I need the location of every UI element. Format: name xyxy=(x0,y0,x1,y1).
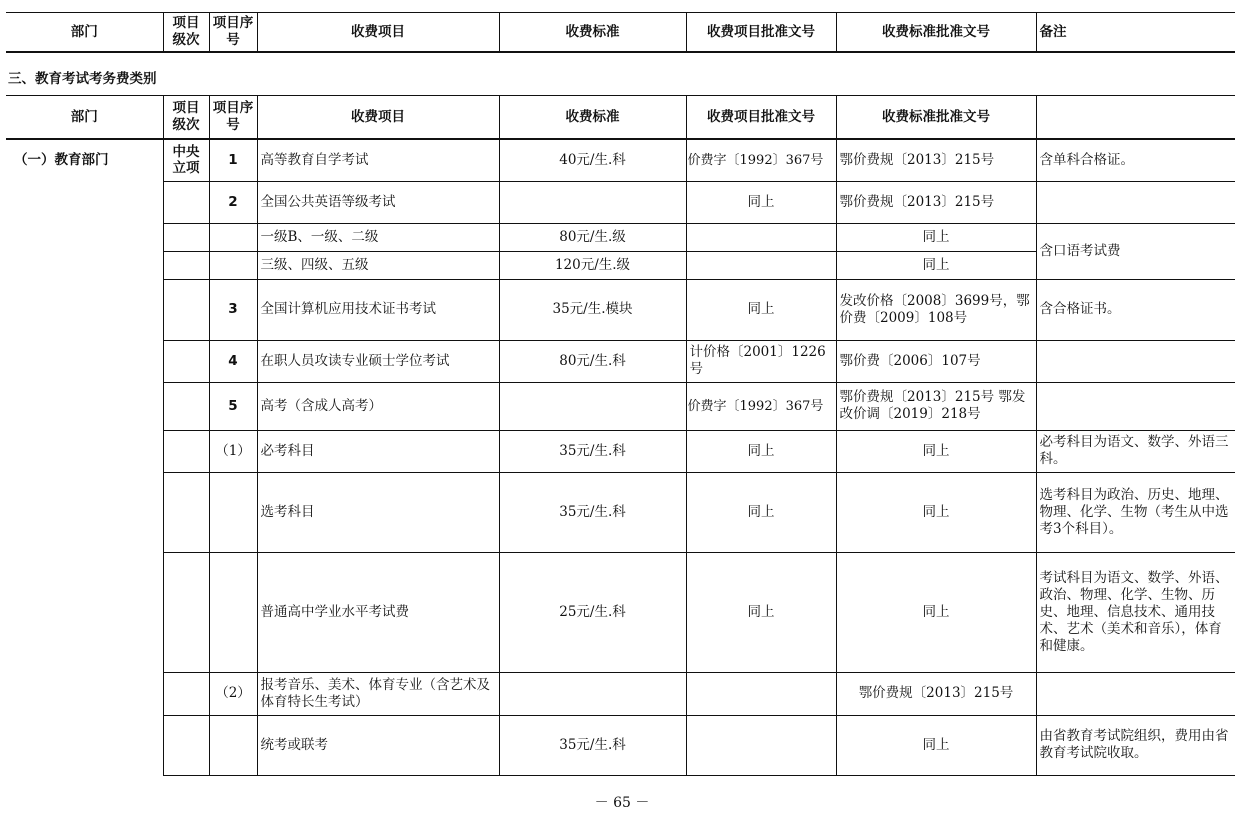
dept-empty xyxy=(6,715,163,775)
header-note xyxy=(1036,96,1235,140)
table-row xyxy=(6,382,1235,430)
table-header-row xyxy=(6,96,1235,140)
header-standard: 收费标准 xyxy=(499,13,686,53)
standard-cell: 35元/生.模块 xyxy=(499,279,686,340)
section-title: 三、教育考试考务费类别 xyxy=(8,71,157,87)
note-cell xyxy=(1036,382,1235,430)
seq-cell xyxy=(209,472,257,552)
item-cell: 三级、四级、五级 xyxy=(257,251,499,279)
item-cell: 高考（含成人高考） xyxy=(257,382,499,430)
table-row xyxy=(6,472,1235,552)
standard-doc-cell: 同上 xyxy=(836,251,1036,279)
seq-cell: （2） xyxy=(209,672,257,715)
level-cell xyxy=(163,472,209,552)
header-standard: 收费标准 xyxy=(499,96,686,140)
standard-cell: 25元/生.科 xyxy=(499,552,686,672)
header-note: 备注 xyxy=(1036,13,1235,53)
standard-cell: 80元/生.科 xyxy=(499,340,686,382)
item-doc-cell: 同上 xyxy=(686,472,836,552)
item-cell: 选考科目 xyxy=(257,472,499,552)
table-row xyxy=(6,552,1235,672)
item-cell: 统考或联考 xyxy=(257,715,499,775)
standard-cell: 80元/生.级 xyxy=(499,223,686,251)
level-cell xyxy=(163,715,209,775)
dept-empty xyxy=(6,223,163,251)
item-cell: 报考音乐、美术、体育专业（含艺术及体育特长生考试） xyxy=(257,672,499,715)
level-cell: 中央立项 xyxy=(163,139,209,181)
seq-cell xyxy=(209,251,257,279)
item-doc-cell: 价费字〔1992〕367号 xyxy=(686,139,836,181)
item-doc-cell: 同上 xyxy=(686,552,836,672)
dept-empty xyxy=(6,672,163,715)
seq-cell xyxy=(209,552,257,672)
header-item-doc: 收费项目批准文号 xyxy=(686,13,836,53)
level-cell xyxy=(163,672,209,715)
fee-table xyxy=(6,95,1235,776)
note-cell: 必考科目为语文、数学、外语三科。 xyxy=(1036,430,1235,472)
seq-cell: （1） xyxy=(209,430,257,472)
note-cell: 含单科合格证。 xyxy=(1036,139,1235,181)
table-row xyxy=(6,340,1235,382)
standard-cell xyxy=(499,672,686,715)
standard-doc-cell: 鄂价费规〔2013〕215号 xyxy=(836,672,1036,715)
header-dept: 部门 xyxy=(6,96,163,140)
standard-doc-cell: 同上 xyxy=(836,223,1036,251)
level-cell xyxy=(163,382,209,430)
header-dept: 部门 xyxy=(6,13,163,53)
standard-cell xyxy=(499,382,686,430)
level-cell xyxy=(163,251,209,279)
note-cell xyxy=(1036,672,1235,715)
item-doc-cell: 同上 xyxy=(686,181,836,223)
standard-doc-cell: 鄂价费规〔2013〕215号 xyxy=(836,139,1036,181)
table-row xyxy=(6,181,1235,223)
item-cell: 全国公共英语等级考试 xyxy=(257,181,499,223)
item-doc-cell xyxy=(686,672,836,715)
dept-empty xyxy=(6,279,163,340)
dept-empty xyxy=(6,340,163,382)
item-doc-cell xyxy=(686,223,836,251)
table-row xyxy=(6,672,1235,715)
note-cell: 含口语考试费 xyxy=(1036,223,1235,279)
note-cell xyxy=(1036,181,1235,223)
standard-cell: 40元/生.科 xyxy=(499,139,686,181)
seq-cell: 5 xyxy=(209,382,257,430)
item-cell: 全国计算机应用技术证书考试 xyxy=(257,279,499,340)
dept-empty xyxy=(6,251,163,279)
standard-doc-cell: 同上 xyxy=(836,430,1036,472)
item-cell: 在职人员攻读专业硕士学位考试 xyxy=(257,340,499,382)
standard-doc-cell: 同上 xyxy=(836,715,1036,775)
dept-empty xyxy=(6,181,163,223)
table-row xyxy=(6,139,1235,181)
item-doc-cell: 同上 xyxy=(686,430,836,472)
item-cell: 高等教育自学考试 xyxy=(257,139,499,181)
level-cell xyxy=(163,279,209,340)
standard-cell: 35元/生.科 xyxy=(499,472,686,552)
header-seq: 项目序号 xyxy=(209,96,257,140)
top-header-table xyxy=(6,12,1235,53)
note-cell: 含合格证书。 xyxy=(1036,279,1235,340)
item-doc-cell: 计价格〔2001〕1226号 xyxy=(686,340,836,382)
standard-doc-cell: 鄂价费规〔2013〕215号 鄂发改价调〔2019〕218号 xyxy=(836,382,1036,430)
note-cell xyxy=(1036,340,1235,382)
item-doc-cell: 价费字〔1992〕367号 xyxy=(686,382,836,430)
standard-doc-cell: 鄂价费规〔2013〕215号 xyxy=(836,181,1036,223)
note-cell: 选考科目为政治、历史、地理、物理、化学、生物（考生从中选考3个科目）。 xyxy=(1036,472,1235,552)
item-doc-cell xyxy=(686,251,836,279)
table-row xyxy=(6,430,1235,472)
level-cell xyxy=(163,552,209,672)
standard-cell: 120元/生.级 xyxy=(499,251,686,279)
table-row xyxy=(6,715,1235,775)
header-item-doc: 收费项目批准文号 xyxy=(686,96,836,140)
seq-cell xyxy=(209,223,257,251)
table-row xyxy=(6,279,1235,340)
header-item: 收费项目 xyxy=(257,96,499,140)
item-cell: 一级B、一级、二级 xyxy=(257,223,499,251)
seq-cell: 3 xyxy=(209,279,257,340)
seq-cell xyxy=(209,715,257,775)
standard-cell: 35元/生.科 xyxy=(499,430,686,472)
dept-empty xyxy=(6,430,163,472)
standard-cell xyxy=(499,181,686,223)
header-item: 收费项目 xyxy=(257,13,499,53)
seq-cell: 1 xyxy=(209,139,257,181)
standard-cell: 35元/生.科 xyxy=(499,715,686,775)
seq-cell: 4 xyxy=(209,340,257,382)
header-level: 项目级次 xyxy=(163,13,209,53)
header-standard-doc: 收费标准批准文号 xyxy=(836,96,1036,140)
department-label: （一）教育部门 xyxy=(6,139,163,181)
dept-empty xyxy=(6,382,163,430)
header-level: 项目级次 xyxy=(163,96,209,140)
standard-doc-cell: 鄂价费〔2006〕107号 xyxy=(836,340,1036,382)
seq-cell: 2 xyxy=(209,181,257,223)
page-number: － 65 － xyxy=(594,795,650,811)
standard-doc-cell: 同上 xyxy=(836,552,1036,672)
table-row xyxy=(6,223,1235,251)
dept-empty xyxy=(6,472,163,552)
top-header-row xyxy=(6,13,1235,53)
item-cell: 普通高中学业水平考试费 xyxy=(257,552,499,672)
level-cell xyxy=(163,181,209,223)
level-cell xyxy=(163,430,209,472)
note-cell: 由省教育考试院组织，费用由省教育考试院收取。 xyxy=(1036,715,1235,775)
item-doc-cell: 同上 xyxy=(686,279,836,340)
level-cell xyxy=(163,223,209,251)
note-cell: 考试科目为语文、数学、外语、政治、物理、化学、生物、历史、地理、信息技术、通用技术、艺术（美术和音乐），体育和健康。 xyxy=(1036,552,1235,672)
dept-empty xyxy=(6,552,163,672)
standard-doc-cell: 发改价格〔2008〕3699号，鄂价费〔2009〕108号 xyxy=(836,279,1036,340)
level-cell xyxy=(163,340,209,382)
header-standard-doc: 收费标准批准文号 xyxy=(836,13,1036,53)
item-doc-cell xyxy=(686,715,836,775)
item-cell: 必考科目 xyxy=(257,430,499,472)
standard-doc-cell: 同上 xyxy=(836,472,1036,552)
header-seq: 项目序号 xyxy=(209,13,257,53)
